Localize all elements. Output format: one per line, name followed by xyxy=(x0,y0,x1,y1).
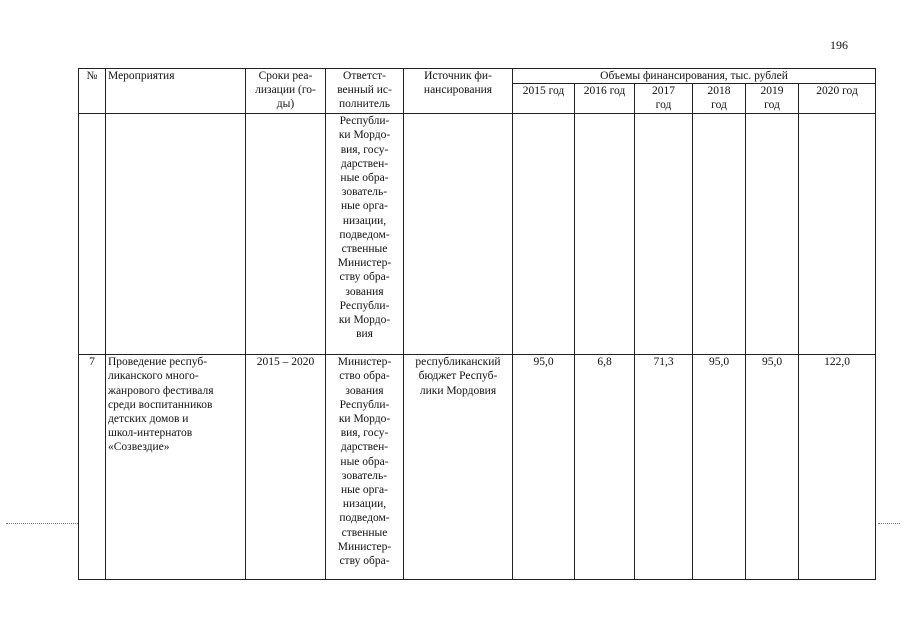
header-year-2015: 2015 год xyxy=(513,84,575,114)
row7-value-2020: 122,0 xyxy=(799,355,876,580)
page-number: 196 xyxy=(830,38,848,52)
funding-table xyxy=(78,68,876,580)
scan-dotted-line-left xyxy=(6,523,78,525)
header-activities: Мероприятия xyxy=(106,69,246,114)
row7-source: республиканский бюджет Респуб- лики Мордовия xyxy=(404,355,513,580)
continuation-row xyxy=(79,114,876,355)
header-source: Источник фи- нансирования xyxy=(404,69,513,114)
row7-value-2018: 95,0 xyxy=(693,355,746,580)
header-year-2020: 2020 год xyxy=(799,84,876,114)
header-year-2016: 2016 год xyxy=(575,84,635,114)
row7-value-2015: 95,0 xyxy=(513,355,575,580)
header-year-2019: 2019 год xyxy=(746,84,799,114)
header-num: № xyxy=(79,69,106,114)
row7-responsible: Министер- ство обра- зования Республи- ки Мордо- вия, госу- дарствен- ные обра- зователь- ные орга- низации, подведом- ственные Министер- ству обра- xyxy=(326,355,404,580)
table-row-7 xyxy=(79,355,876,580)
header-funding-group: Объемы финансирования, тыс. рублей xyxy=(513,69,876,84)
scan-dotted-line-right xyxy=(878,523,900,525)
header-row xyxy=(79,69,876,84)
row7-terms: 2015 – 2020 xyxy=(246,355,326,580)
header-responsible: Ответст- венный ис- полнитель xyxy=(326,69,404,114)
header-year-2018: 2018 год xyxy=(693,84,746,114)
continuation-responsible: Республи- ки Мордо- вия, госу- дарствен- ные обра- зователь- ные орга- низации, подведом- ственные Министер- ству обра- зования Республи- ки Мордо- вия xyxy=(326,114,404,355)
header-year-2017: 2017 год xyxy=(635,84,693,114)
header-terms: Сроки реа- лизации (го- ды) xyxy=(246,69,326,114)
row7-value-2017: 71,3 xyxy=(635,355,693,580)
row7-activity: Проведение респуб- ликанского много- жанрового фестиваля среди воспитанников детских домов и школ-интернатов «Созвездие» xyxy=(106,355,246,580)
row7-num: 7 xyxy=(79,355,106,580)
row7-value-2016: 6,8 xyxy=(575,355,635,580)
row7-value-2019: 95,0 xyxy=(746,355,799,580)
